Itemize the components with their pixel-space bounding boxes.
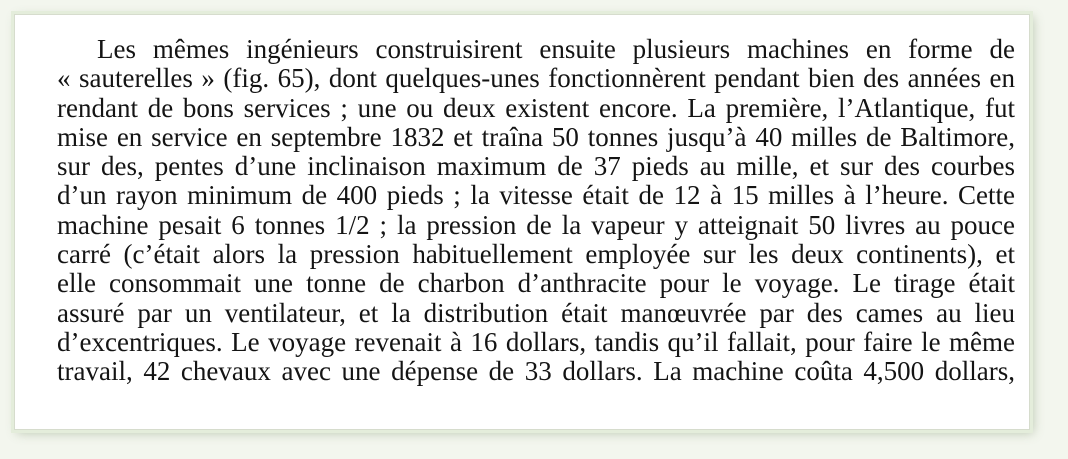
- text-line: assuré par un ventilateur, et la distribution était manœuvrée par des cames au lieu: [57, 297, 1015, 328]
- text-line: mise en service en septembre 1832 et traîna 50 tonnes jusqu’à 40 milles de Baltimore,: [57, 121, 1015, 152]
- text-line: carré (c’était alors la pression habituellement employée sur les deux continents), et: [57, 239, 1015, 270]
- document-page: [14, 14, 1030, 430]
- text-line: sur des, pentes d’une inclinaison maximum de 37 pieds au mille, et sur des courbes: [57, 151, 1015, 182]
- text-line: elle consommait une tonne de charbon d’anthracite pour le voyage. Le tirage était: [57, 268, 1015, 299]
- text-line: travail, 42 chevaux avec une dépense de 33 dollars. La machine coûta 4,500 dollars,: [57, 356, 1015, 387]
- text-line: d’excentriques. Le voyage revenait à 16 dollars, tandis qu’il fallait, pour faire le même: [57, 326, 1015, 357]
- paragraph: [57, 35, 1015, 387]
- text-line: machine pesait 6 tonnes 1/2 ; la pression de la vapeur y atteignait 50 livres au pouce: [57, 209, 1015, 240]
- text-line: d’un rayon minimum de 400 pieds ; la vitesse était de 12 à 15 milles à l’heure. Cette: [57, 180, 1015, 211]
- text-line: Les mêmes ingénieurs construisirent ensuite plusieurs machines en forme de: [97, 34, 1015, 64]
- text-line: « sauterelles » (fig. 65), dont quelques-unes fonctionnèrent pendant bien des années en: [57, 63, 1015, 94]
- text-line: rendant de bons services ; une ou deux existent encore. La première, l’Atlantique, fut: [57, 92, 1015, 123]
